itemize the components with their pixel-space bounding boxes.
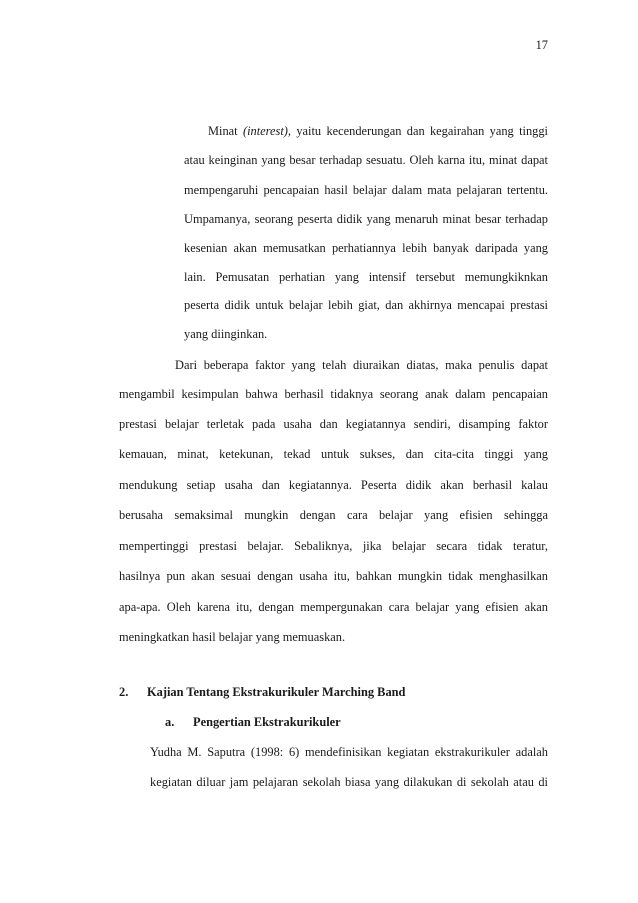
- paragraph-line: kemauan, minat, ketekunan, tekad untuk sukses, dan cita-cita tinggi yang: [119, 447, 548, 461]
- italic-term: (interest),: [242, 124, 291, 138]
- subsection-title: Pengertian Ekstrakurikuler: [193, 715, 341, 729]
- paragraph-line: prestasi belajar terletak pada usaha dan kegiatannya sendiri, disamping faktor: [119, 417, 548, 431]
- definition-line: kegiatan diluar jam pelajaran sekolah biasa yang dilakukan di sekolah atau di: [150, 775, 548, 789]
- paragraph-line: mempertinggi prestasi belajar. Sebaliknya, jika belajar secara tidak teratur,: [119, 539, 548, 553]
- quote-line: kesenian akan memusatkan perhatiannya lebih banyak daripada yang: [184, 241, 548, 255]
- quote-line: yang diinginkan.: [184, 327, 268, 341]
- paragraph-line: berusaha semaksimal mungkin dengan cara belajar yang efisien sehingga: [119, 508, 548, 522]
- quote-line: atau keinginan yang besar terhadap sesuatu. Oleh karna itu, minat dapat: [184, 153, 548, 167]
- subsection-number: a.: [165, 715, 175, 729]
- section-number: 2.: [119, 685, 129, 699]
- quote-line: Minat (interest), yaitu kecenderungan dan kegairahan yang tinggi: [208, 124, 548, 138]
- definition-line: Yudha M. Saputra (1998: 6) mendefinisikan kegiatan ekstrakurikuler adalah: [150, 745, 548, 759]
- quote-line: lain. Pemusatan perhatian yang intensif tersebut memungkiknkan: [184, 270, 548, 284]
- paragraph-line: Dari beberapa faktor yang telah diuraikan diatas, maka penulis dapat: [175, 358, 548, 372]
- quote-line: peserta didik untuk belajar lebih giat, dan akhirnya mencapai prestasi: [184, 298, 548, 312]
- paragraph-line: meningkatkan hasil belajar yang memuaskan.: [119, 630, 346, 644]
- subsection-heading: [165, 714, 341, 730]
- quote-line: mempengaruhi pencapaian hasil belajar dalam mata pelajaran tertentu.: [184, 183, 548, 197]
- page-number: 17: [535, 38, 548, 52]
- quote-line: Umpamanya, seorang peserta didik yang menaruh minat besar terhadap: [184, 212, 548, 226]
- section-heading: [119, 684, 405, 700]
- section-title: Kajian Tentang Ekstrakurikuler Marching Band: [147, 685, 406, 699]
- paragraph-line: mendukung setiap usaha dan kegiatannya. Peserta didik akan berhasil kalau: [119, 478, 548, 492]
- paragraph-line: mengambil kesimpulan bahwa berhasil tidaknya seorang anak dalam pencapaian: [119, 387, 548, 401]
- paragraph-line: apa-apa. Oleh karena itu, dengan mempergunakan cara belajar yang efisien akan: [119, 600, 548, 614]
- paragraph-line: hasilnya pun akan sesuai dengan usaha itu, bahkan mungkin tidak menghasilkan: [119, 569, 548, 583]
